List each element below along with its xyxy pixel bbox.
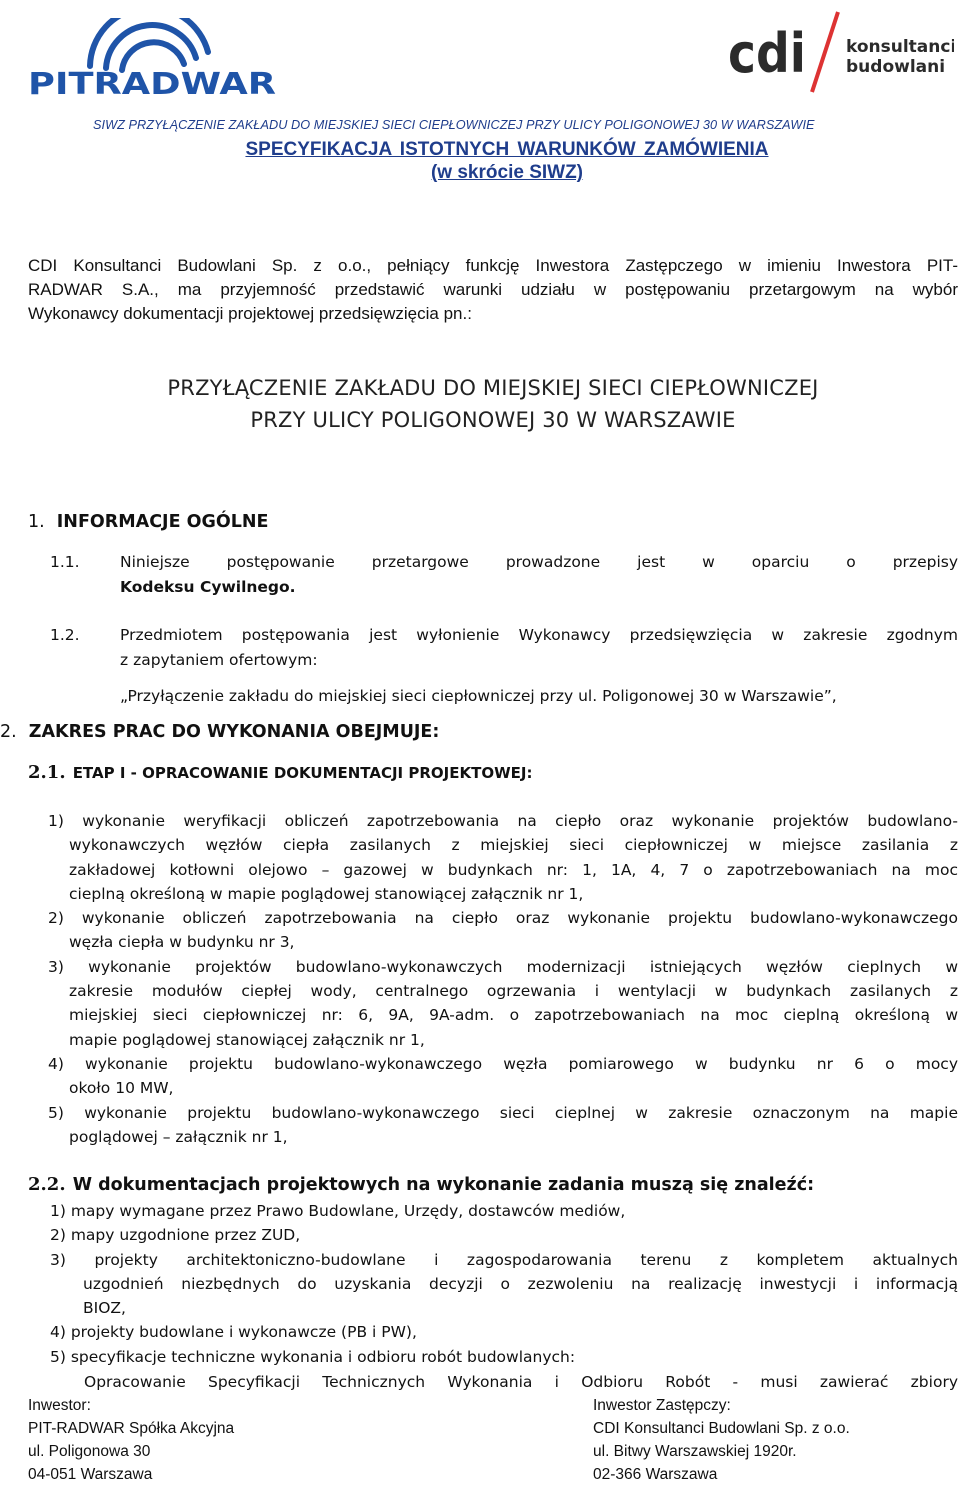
footer-investor-line-2: PIT-RADWAR Spółka Akcyjna — [28, 1420, 235, 1437]
intro-line-1: CDI Konsultanci Budowlani Sp. z o.o., pełniący funkcję Inwestora Zastępczego w imieniu Inwestora PIT- — [28, 256, 958, 275]
section-2-number: 2. — [0, 722, 17, 742]
cdi-logo-text: cdi — [728, 22, 806, 85]
subsection-2-2-number: 2.2. — [28, 1174, 66, 1195]
section-2-heading — [0, 722, 439, 742]
paragraph-1-2-number: 1.2. — [50, 626, 80, 644]
list-item-line: poglądowej – załącznik nr 1, — [69, 1127, 288, 1146]
list-item-line: węzła ciepła w budynku nr 3, — [69, 933, 295, 952]
trailing-line: Opracowanie Specyfikacji Technicznych Wykonania i Odbioru Robót - musi zawierać zbiory — [84, 1373, 958, 1391]
subsection-2-1-list — [48, 809, 958, 1149]
list-item-line: około 10 MW, — [69, 1079, 174, 1098]
paragraph-1-1-number: 1.1. — [50, 553, 80, 571]
paragraph-1-2-quote: „Przyłączenie zakładu do miejskiej sieci ciepłowniczej przy ul. Poligonowej 30 w Warszawie”, — [120, 687, 837, 705]
list-item-line: 3) projekty architektoniczno-budowlane i zagospodarowania terenu z kompletem aktualnych — [50, 1250, 958, 1269]
siwz-header-line: SIWZ PRZYŁĄCZENIE ZAKŁADU DO MIEJSKIEJ SIECI CIEPŁOWNICZEJ PRZY ULICY POLIGONOWEJ 30 W WARSZAWIE — [93, 118, 815, 132]
list-item-line: miejskiej sieci ciepłowniczej nr: 6, 9A, 9A-adm. o zapotrzebowaniach na moc cieplną określoną w — [69, 1006, 958, 1025]
intro-line-2: RADWAR S.A., ma przyjemność przedstawić warunki udziału w postępowaniu przetargowym na wybór — [28, 280, 958, 299]
subsection-2-1-title: ETAP I - OPRACOWANIE DOKUMENTACJI PROJEKTOWEJ: — [72, 764, 533, 782]
pitradwar-logo-text: PITRADWAR — [28, 67, 276, 96]
cdi-logo — [728, 8, 954, 98]
subsection-2-2-heading — [28, 1174, 814, 1195]
paragraph-1-2-line-2: z zapytaniem ofertowym: — [120, 651, 318, 669]
subsection-2-1-heading — [28, 762, 532, 783]
footer-investor-line-4: 04-051 Warszawa — [28, 1466, 153, 1483]
list-item-line: wykonawczych węzłów ciepła zasilanych z miejskiej sieci ciepłowniczej w miejsce zasilania z — [69, 836, 958, 855]
list-item-line: 1) wykonanie weryfikacji obliczeń zapotrzebowania na ciepło oraz wykonanie projektów budowlano- — [48, 812, 958, 830]
footer-investor-line-1: Inwestor: — [28, 1397, 91, 1414]
list-item-line: cieplną określoną w mapie poglądowej stanowiącej załącznik nr 1, — [69, 884, 584, 903]
list-item-line: 1) mapy wymagane przez Prawo Budowlane, Urzędy, dostawców mediów, — [50, 1202, 626, 1220]
subsection-2-2-list — [50, 1199, 958, 1369]
list-item-line: zakresie modułów ciepłej wody, centralnego ogrzewania i wentylacji w budynkach zasilanych z — [69, 982, 958, 1001]
paragraph-1-2-line-1: Przedmiotem postępowania jest wyłonienie Wykonawcy przedsięwzięcia w zakresie zgodnym — [120, 626, 958, 644]
paragraph-1-1-line-2: Kodeksu Cywilnego. — [120, 578, 296, 596]
footer-investor — [28, 1394, 234, 1486]
section-1-number: 1. — [28, 512, 45, 532]
intro-line-3: Wykonawcy dokumentacji projektowej przedsięwzięcia pn.: — [28, 304, 472, 323]
footer-deputy-line-2: CDI Konsultanci Budowlani Sp. z o.o. — [593, 1420, 850, 1437]
list-item-line: uzgodnień niezbędnych do uzyskania decyzji o zezwoleniu na realizację inwestycji i informacją — [83, 1274, 958, 1293]
footer-deputy-investor — [593, 1394, 850, 1486]
pitradwar-logo — [28, 18, 278, 96]
footer-deputy-line-1: Inwestor Zastępczy: — [593, 1397, 731, 1414]
project-name-line-2: PRZY ULICY POLIGONOWEJ 30 W WARSZAWIE — [250, 408, 736, 432]
cdi-logo-subtitle-2: budowlani — [846, 57, 946, 77]
footer-deputy-line-3: ul. Bitwy Warszawskiej 1920r. — [593, 1443, 797, 1460]
list-item-line: zakładowej kotłowni olejowo – gazowej w budynkach nr: 1, 1A, 4, 7 o zapotrzebowaniach na moc — [69, 860, 958, 879]
footer-deputy-line-4: 02-366 Warszawa — [593, 1466, 718, 1483]
list-item-line: mapie poglądowej stanowiącej załącznik nr 1, — [69, 1030, 425, 1049]
document-subtitle: (w skrócie SIWZ) — [430, 162, 584, 183]
list-item-line: 2) mapy uzgodnione przez ZUD, — [50, 1226, 301, 1245]
list-item-line: 2) wykonanie obliczeń zapotrzebowania na ciepło oraz wykonanie projektu budowlano-wykonawczego — [48, 909, 958, 928]
list-item-line: 3) wykonanie projektów budowlano-wykonawczych modernizacji istniejących węzłów cieplnych w — [48, 957, 958, 976]
subsection-2-1-number: 2.1. — [28, 762, 66, 783]
section-1-title: INFORMACJE OGÓLNE — [56, 512, 269, 532]
list-item-line: 5) specyfikacje techniczne wykonania i odbioru robót budowlanych: — [50, 1347, 576, 1366]
section-1-heading — [28, 512, 269, 532]
subsection-2-2-title: W dokumentacjach projektowych na wykonanie zadania muszą się znaleźć: — [72, 1175, 815, 1195]
footer-investor-line-3: ul. Poligonowa 30 — [28, 1443, 151, 1460]
paragraph-1-1-line-1: Niniejsze postępowanie przetargowe prowadzone jest w oparciu o przepisy — [120, 553, 958, 571]
cdi-logo-subtitle-1: konsultanci — [846, 37, 954, 57]
section-2-title: ZAKRES PRAC DO WYKONANIA OBEJMUJE: — [28, 722, 440, 742]
list-item-line: 4) projekty budowlane i wykonawcze (PB i PW), — [50, 1323, 417, 1342]
document-title: SPECYFIKACJA ISTOTNYCH WARUNKÓW ZAMÓWIENIA — [245, 139, 769, 160]
list-item-line: 5) wykonanie projektu budowlano-wykonawczego sieci cieplnej w zakresie oznaczonym na mapie — [48, 1103, 958, 1122]
project-name-line-1: PRZYŁĄCZENIE ZAKŁADU DO MIEJSKIEJ SIECI CIEPŁOWNICZEJ — [167, 376, 819, 400]
list-item-line: BIOZ, — [83, 1299, 126, 1318]
list-item-line: 4) wykonanie projektu budowlano-wykonawczego węzła pomiarowego w budynku nr 6 o mocy — [48, 1054, 958, 1073]
